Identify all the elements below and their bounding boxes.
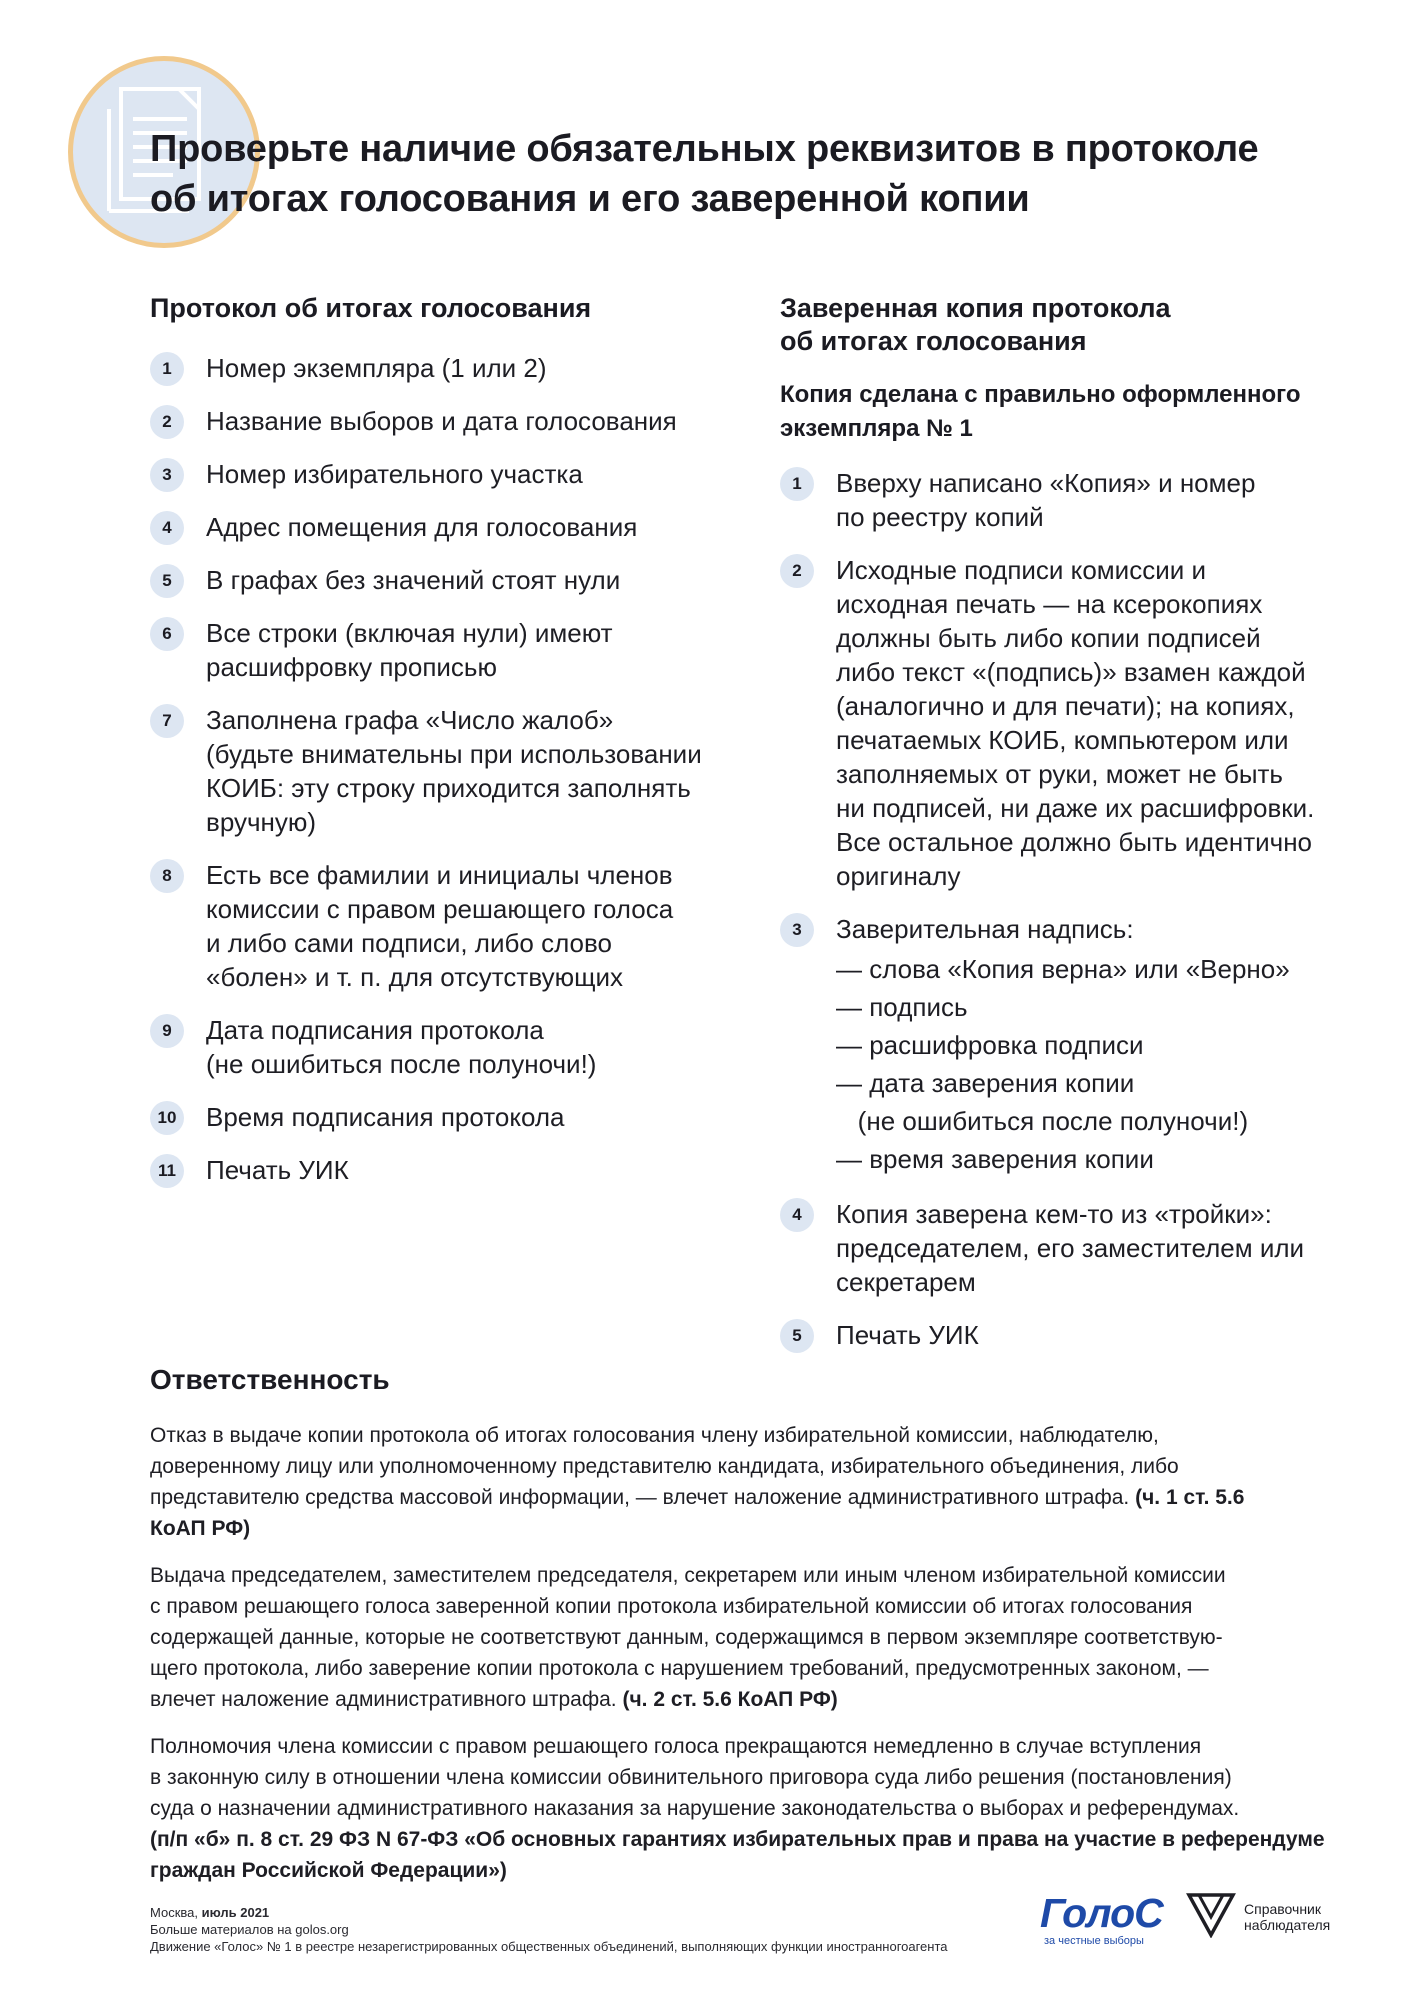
- law-reference: (ч. 1 ст. 5.6: [1129, 1486, 1245, 1509]
- item-text: Дата подписания протокола: [206, 1015, 544, 1045]
- paragraph-line: с правом решающего голоса заверенной копии протокола избирательной комиссии об итогах голосования: [150, 1595, 1193, 1618]
- item-number-badge: 11: [150, 1154, 184, 1188]
- page-title: [150, 124, 1330, 224]
- guide-line: Справочник: [1244, 1901, 1321, 1917]
- responsibility-heading: Ответственность: [150, 1364, 390, 1395]
- subheading-line: Копия сделана с правильно оформленного: [780, 381, 1301, 408]
- item-number-badge: 5: [150, 564, 184, 598]
- item-text: Все остальное должно быть идентично: [836, 827, 1313, 857]
- footer-date: июль 2021: [201, 1905, 270, 1920]
- item-text: председателем, его заместителем или: [836, 1233, 1305, 1263]
- item-number-badge: 7: [150, 704, 184, 738]
- item-text: должны быть либо копии подписей: [836, 623, 1261, 653]
- footer-place-date: [150, 1904, 948, 1921]
- item-text: (не ошибиться после полуночи!): [206, 1049, 597, 1079]
- logo-wordmark: ГолоС: [1040, 1890, 1163, 1936]
- certified-copy-heading: [780, 292, 1340, 358]
- certified-copy-subheading: [780, 378, 1340, 446]
- list-item: [150, 1100, 750, 1134]
- heading-line: Заверенная копия протокола: [780, 293, 1171, 323]
- item-text: Вверху написано «Копия» и номер: [836, 468, 1256, 498]
- responsibility-paragraph-3: [150, 1731, 1330, 1886]
- item-text: В графах без значений стоят нули: [206, 565, 621, 595]
- item-text: вручную): [206, 807, 317, 837]
- golos-logo: [1040, 1890, 1163, 1948]
- footer-city: Москва,: [150, 1905, 202, 1920]
- item-text: либо текст «(подпись)» взамен каждой: [836, 657, 1306, 687]
- paragraph-line: Выдача председателем, заместителем председателя, секретарем или иным членом избирательной комиссии: [150, 1564, 1226, 1587]
- item-text: по реестру копий: [836, 502, 1044, 532]
- item-text: Заверительная надпись:: [836, 914, 1134, 944]
- paragraph-line: Полномочия члена комиссии с правом решающего голоса прекращаются немедленно в случае вступления: [150, 1735, 1202, 1758]
- list-item: [150, 1153, 750, 1187]
- list-item: [150, 703, 750, 839]
- list-item: [780, 1197, 1340, 1299]
- item-text: исходная печать — на ксерокопиях: [836, 589, 1263, 619]
- list-item: [150, 563, 750, 597]
- item-number-badge: 3: [150, 458, 184, 492]
- item-text: Номер экземпляра (1 или 2): [206, 353, 547, 383]
- list-item: [150, 616, 750, 684]
- title-line-1: Проверьте наличие обязательных реквизитов в протоколе: [150, 128, 1259, 170]
- item-number-badge: 1: [150, 352, 184, 386]
- certification-sublist: [836, 950, 1340, 1178]
- item-number-badge: 4: [150, 511, 184, 545]
- list-item: [780, 466, 1340, 534]
- sub-item: — расшифровка подписи: [836, 1030, 1144, 1060]
- item-text: Печать УИК: [206, 1155, 349, 1185]
- paragraph-line: представителю средства массовой информации, — влечет наложение административного штрафа.: [150, 1486, 1130, 1509]
- item-text: (будьте внимательны при использовании: [206, 739, 702, 769]
- item-number-badge: 5: [780, 1319, 814, 1353]
- subheading-line: экземпляра № 1: [780, 415, 973, 442]
- certified-copy-list: [780, 466, 1340, 1352]
- footer: [150, 1904, 948, 1955]
- footer-disclaimer: Движение «Голос» № 1 в реестре незарегистрированных общественных объединений, выполняющих функции иностранногоагента: [150, 1939, 948, 1954]
- item-text: Название выборов и дата голосования: [206, 406, 677, 436]
- sub-item: — дата заверения копии: [836, 1068, 1135, 1098]
- law-reference: (п/п «б» п. 8 ст. 29 ФЗ N 67-ФЗ «Об основных гарантиях избирательных прав и права на участие в референдуме: [150, 1828, 1325, 1851]
- list-item: [150, 351, 750, 385]
- heading-line: об итогах голосования: [780, 326, 1087, 356]
- item-text: Время подписания протокола: [206, 1102, 565, 1132]
- protocol-checklist: [150, 292, 750, 1206]
- item-number-badge: 2: [150, 405, 184, 439]
- item-text: заполняемых от руки, может не быть: [836, 759, 1283, 789]
- responsibility-section: [150, 1363, 1330, 1886]
- item-text: ни подписей, ни даже их расшифровки.: [836, 793, 1315, 823]
- item-number-badge: 3: [780, 913, 814, 947]
- list-item: [780, 1318, 1340, 1352]
- item-text: печатаемых КОИБ, компьютером или: [836, 725, 1289, 755]
- paragraph-line: в законную силу в отношении члена комиссии обвинительного приговора суда либо решения (постановления): [150, 1766, 1232, 1789]
- paragraph-line: содержащей данные, которые не соответствуют данным, содержащимся в первом экземпляре соответствую-: [150, 1626, 1223, 1649]
- list-item: [150, 858, 750, 994]
- item-text: (аналогично и для печати); на копиях,: [836, 691, 1295, 721]
- paragraph-line: щего протокола, либо заверение копии протокола с нарушением требований, предусмотренных законом, —: [150, 1657, 1209, 1680]
- sub-item: — время заверения копии: [836, 1144, 1154, 1174]
- list-item: [150, 404, 750, 438]
- law-reference: КоАП РФ): [150, 1517, 251, 1540]
- footer-website-link[interactable]: Больше материалов на golos.org: [150, 1922, 349, 1937]
- item-text: Адрес помещения для голосования: [206, 512, 638, 542]
- item-text: Исходные подписи комиссии и: [836, 555, 1206, 585]
- paragraph-line: суда о назначении административного наказания за нарушение законодательства о выборах и референдумах.: [150, 1797, 1240, 1820]
- item-text: Заполнена графа «Число жалоб»: [206, 705, 614, 735]
- item-number-badge: 8: [150, 859, 184, 893]
- item-text: Все строки (включая нули) имеют: [206, 618, 613, 648]
- law-reference: (ч. 2 ст. 5.6 КоАП РФ): [616, 1688, 838, 1711]
- item-text: КОИБ: эту строку приходится заполнять: [206, 773, 691, 803]
- paragraph-line: Отказ в выдаче копии протокола об итогах голосования члену избирательной комиссии, наблюдателю,: [150, 1424, 1159, 1447]
- logo-tagline: за честные выборы: [1044, 1935, 1144, 1947]
- item-number-badge: 9: [150, 1014, 184, 1048]
- certified-copy-checklist: [780, 292, 1340, 1371]
- item-number-badge: 10: [150, 1101, 184, 1135]
- item-text: Копия заверена кем-то из «тройки»:: [836, 1199, 1272, 1229]
- sub-item: (не ошибиться после полуночи!): [836, 1106, 1249, 1136]
- list-item: [780, 553, 1340, 893]
- item-number-badge: 6: [150, 617, 184, 651]
- protocol-list: [150, 351, 750, 1187]
- sub-item: — подпись: [836, 992, 968, 1022]
- item-text: Печать УИК: [836, 1320, 979, 1350]
- protocol-heading: Протокол об итогах голосования: [150, 293, 592, 323]
- item-text: и либо сами подписи, либо слово: [206, 928, 612, 958]
- title-line-2: об итогах голосования и его заверенной копии: [150, 178, 1030, 220]
- item-text: Номер избирательного участка: [206, 459, 583, 489]
- law-reference: граждан Российской Федерации»): [150, 1859, 507, 1882]
- list-item: [150, 510, 750, 544]
- item-text: «болен» и т. п. для отсутствующих: [206, 962, 623, 992]
- guide-line: наблюдателя: [1244, 1917, 1331, 1933]
- sub-item: — слова «Копия верна» или «Верно»: [836, 954, 1290, 984]
- responsibility-paragraph-2: [150, 1560, 1330, 1715]
- item-number-badge: 2: [780, 554, 814, 588]
- item-number-badge: 4: [780, 1198, 814, 1232]
- responsibility-paragraph-1: [150, 1420, 1330, 1544]
- triangle-logo-icon: [1186, 1892, 1236, 1938]
- item-text: оригиналу: [836, 861, 961, 891]
- item-number-badge: 1: [780, 467, 814, 501]
- paragraph-line: влечет наложение административного штрафа.: [150, 1688, 617, 1711]
- list-item: [150, 457, 750, 491]
- item-text: расшифровку прописью: [206, 652, 497, 682]
- observer-guide-label: [1244, 1901, 1330, 1933]
- item-text: комиссии с правом решающего голоса: [206, 894, 674, 924]
- list-item: [150, 1013, 750, 1081]
- item-text: Есть все фамилии и инициалы членов: [206, 860, 673, 890]
- paragraph-line: доверенному лицу или уполномоченному представителю кандидата, избирательного объединения, либо: [150, 1455, 1179, 1478]
- item-text: секретарем: [836, 1267, 976, 1297]
- list-item: [780, 912, 1340, 1178]
